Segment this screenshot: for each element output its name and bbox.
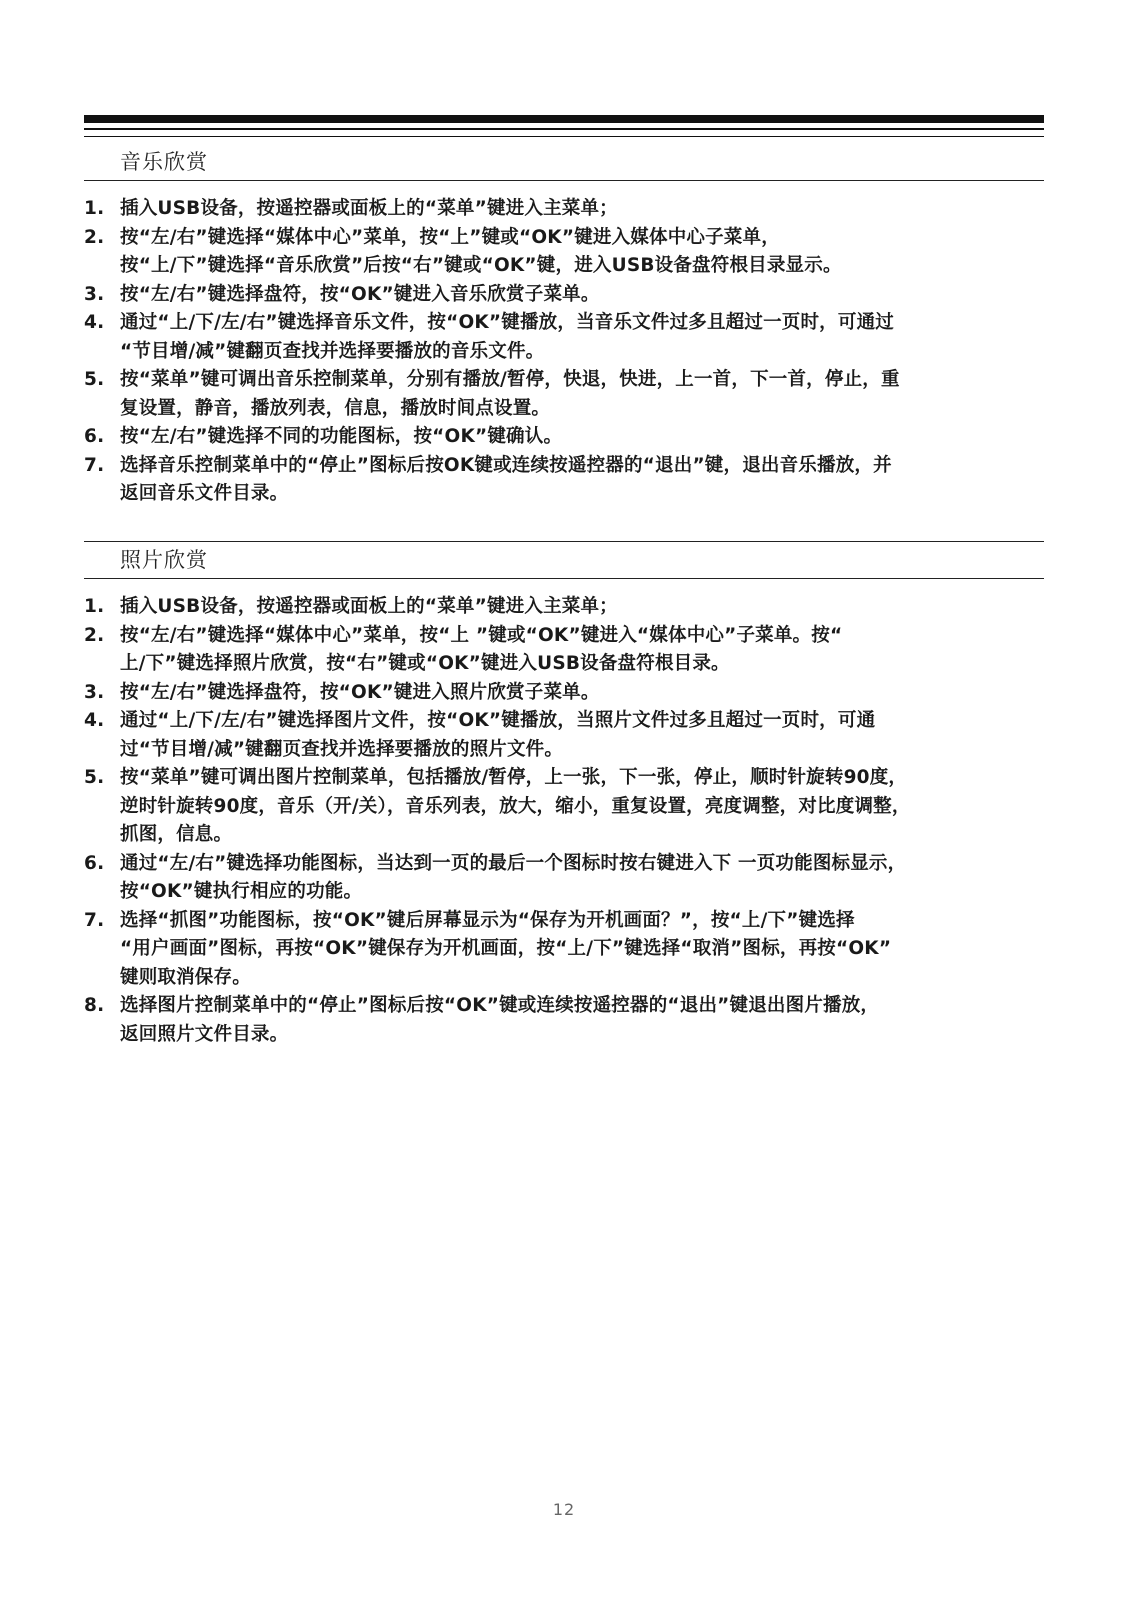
music-step-text-line: 按“菜单”键可调出音乐控制菜单，分别有播放/暂停，快退，快进，上一首，下一首，停止，重 — [120, 369, 900, 390]
photo-step-text-line: 选择图片控制菜单中的“停止”图标后按“OK”键或连续按遥控器的“退出”键退出图片播放， — [120, 995, 880, 1016]
music-steps-list — [84, 195, 1044, 509]
photo-step-text-line: 插入USB设备，按遥控器或面板上的“菜单”键进入主菜单； — [120, 596, 618, 617]
music-step-number: 6. — [84, 426, 105, 447]
photo-step-7 — [84, 907, 1044, 993]
photo-step-number: 1. — [84, 596, 105, 617]
photo-step-text-line: 键则取消保存。 — [120, 966, 251, 988]
photo-step-number: 6. — [84, 852, 105, 874]
photo-step-text-line: 过“节目增/减”键翻页查找并选择要播放的照片文件。 — [120, 738, 564, 760]
music-section-header — [84, 144, 1044, 181]
photo-step-text-line: 逆时针旋转90度，音乐（开/关），音乐列表，放大，缩小，重复设置，亮度调整，对比度调整， — [120, 795, 911, 817]
music-step-text-line: 返回音乐文件目录。 — [120, 483, 289, 504]
photo-step-number: 7. — [84, 909, 105, 931]
page-number: 12 — [552, 1500, 576, 1519]
photo-step-4 — [84, 707, 1044, 764]
music-step-4 — [84, 309, 1044, 366]
music-step-5 — [84, 366, 1044, 423]
music-step-text-line: 复设置，静音，播放列表，信息，播放时间点设置。 — [120, 397, 551, 419]
photo-step-number: 3. — [84, 681, 105, 703]
photo-step-text-line: 上/下”键选择照片欣赏，按“右”键或“OK”键进入USB设备盘符根目录。 — [120, 653, 730, 674]
music-step-6 — [84, 423, 1044, 452]
music-step-1 — [84, 195, 1044, 224]
photo-steps-list — [84, 593, 1044, 1049]
music-step-text-line: 按“左/右”键选择不同的功能图标，按“OK”键确认。 — [120, 426, 563, 447]
photo-step-text-line: 按“左/右”键选择“媒体中心”菜单，按“上 ”键或“OK”键进入“媒体中心”子菜单。按“ — [120, 624, 843, 646]
photo-step-6 — [84, 850, 1044, 907]
photo-step-text-line: 按“菜单”键可调出图片控制菜单，包括播放/暂停，上一张，下一张，停止，顺时针旋转90度， — [120, 767, 908, 788]
photo-step-number: 2. — [84, 624, 105, 646]
music-step-number: 4. — [84, 312, 105, 333]
music-step-text-line: 按“上/下”键选择“音乐欣赏”后按“右”键或“OK”键，进入USB设备盘符根目录显示。 — [120, 255, 842, 276]
music-step-text-line: 插入USB设备，按遥控器或面板上的“菜单”键进入主菜单； — [120, 198, 618, 219]
header-rule-thick — [84, 115, 1044, 123]
music-step-text-line: “节目增/减”键翻页查找并选择要播放的音乐文件。 — [120, 340, 545, 362]
photo-section — [84, 541, 1044, 1049]
photo-step-1 — [84, 593, 1044, 622]
photo-step-text-line: 通过“左/右”键选择功能图标，当达到一页的最后一个图标时按右键进入下 一页功能图标显示， — [120, 852, 907, 874]
photo-step-number: 5. — [84, 767, 105, 788]
photo-step-number: 8. — [84, 995, 105, 1016]
music-step-number: 2. — [84, 226, 105, 248]
music-step-3 — [84, 281, 1044, 310]
music-step-text-line: 按“左/右”键选择“媒体中心”菜单，按“上”键或“OK”键进入媒体中心子菜单， — [120, 226, 780, 248]
photo-section-title: 照片欣赏 — [120, 548, 208, 572]
photo-step-text-line: 返回照片文件目录。 — [120, 1023, 289, 1045]
header-rule-hairline — [84, 136, 1044, 137]
photo-step-text-line: 选择“抓图”功能图标，按“OK”键后屏幕显示为“保存为开机画面？”，按“上/下”键选择 — [120, 909, 855, 931]
photo-step-5 — [84, 764, 1044, 850]
music-step-number: 1. — [84, 198, 105, 219]
music-section-title: 音乐欣赏 — [120, 150, 208, 174]
music-step-text-line: 按“左/右”键选择盘符，按“OK”键进入音乐欣赏子菜单。 — [120, 283, 600, 305]
music-step-number: 7. — [84, 454, 105, 476]
photo-step-8 — [84, 992, 1044, 1049]
music-step-number: 5. — [84, 369, 105, 390]
photo-section-header — [84, 541, 1044, 579]
photo-step-text-line: 按“左/右”键选择盘符，按“OK”键进入照片欣赏子菜单。 — [120, 681, 600, 703]
music-step-number: 3. — [84, 283, 105, 305]
header-rule-thin — [84, 128, 1044, 130]
music-step-text-line: 通过“上/下/左/右”键选择音乐文件，按“OK”键播放，当音乐文件过多且超过一页时，可通过 — [120, 312, 894, 333]
music-step-2 — [84, 224, 1044, 281]
music-step-7 — [84, 452, 1044, 509]
photo-step-2 — [84, 622, 1044, 679]
music-step-text-line: 选择音乐控制菜单中的“停止”图标后按OK键或连续按遥控器的“退出”键，退出音乐播放，并 — [120, 454, 892, 476]
photo-step-text-line: 通过“上/下/左/右”键选择图片文件，按“OK”键播放，当照片文件过多且超过一页时，可通 — [120, 710, 876, 731]
music-section — [84, 144, 1044, 509]
photo-step-text-line: “用户画面”图标，再按“OK”键保存为开机画面，按“上/下”键选择“取消”图标，再按“OK” — [120, 938, 892, 959]
photo-step-number: 4. — [84, 710, 105, 731]
photo-step-text-line: 按“OK”键执行相应的功能。 — [120, 881, 363, 902]
photo-step-text-line: 抓图，信息。 — [120, 824, 233, 845]
photo-step-3 — [84, 679, 1044, 708]
